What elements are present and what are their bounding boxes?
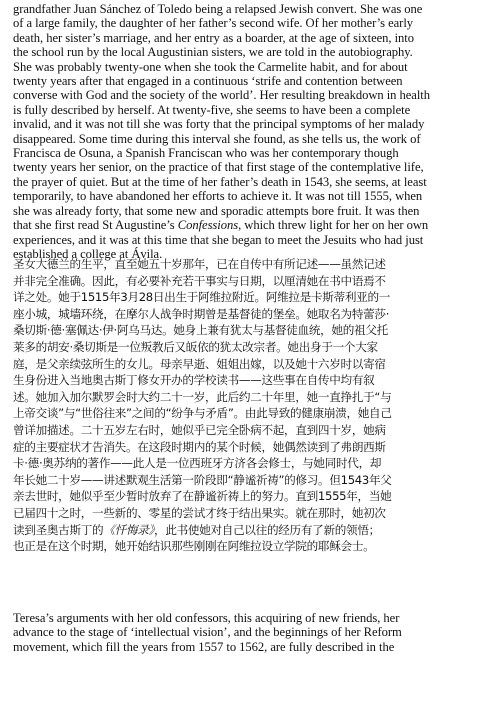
text-line (13, 522, 488, 539)
text-line: Francisca de Osuna, a Spanish Franciscan who was her contemporary though (13, 146, 399, 161)
text-line: 上帝交谈”与“世俗往来”之间的“纷争与矛盾”。由此导致的健康崩溃，她自己 (13, 406, 392, 421)
text-line: converse with God and the society of the world’. Her resulting breakdown in health (13, 88, 430, 103)
text-line: Teresa’s arguments with her old confessors, this acquiring of new friends, her (13, 611, 400, 625)
text-line: twenty years after that engaged in a continuous ‘strife and contention between (13, 74, 403, 89)
text-segment: ，此书使她对自己以往的经历有了新的领悟； (154, 522, 380, 537)
english-paragraph-2 (13, 611, 488, 654)
text-line: 年长她二十岁——讲述默观生活第一阶段即“静谧祈祷”的修习。但1543年父 (13, 472, 392, 487)
text-line: 圣女大德兰的生平，直至她五十岁那年，已在自传中有所记述——虽然记述 (13, 257, 386, 271)
text-segment: , which threw light for her on her own (238, 218, 429, 233)
chinese-paragraph (13, 256, 488, 605)
text-line: she was already forty, that some new and sporadic attempts bore fruit. It was then (13, 203, 420, 218)
text-line: disappeared. Some time during this interval she found, as she tells us, the work of (13, 131, 421, 146)
text-line: 述。她加入加尔默罗会时大约二十一岁，此后约二十年里，她一直挣扎于“与 (13, 389, 392, 404)
english-paragraph-1 (13, 2, 488, 261)
text-line: 也正是在这个时期，她开始结识那些刚刚在阿维拉设立学院的耶稣会士。 (13, 539, 375, 554)
text-line: advance to the stage of ‘intellectual vision’, and the beginnings of her Reform (13, 625, 402, 640)
text-segment: that she first read St Augustine’s (13, 218, 178, 233)
text-line: 并非完全准确。因此，有必要补充若干事实与日期，以厘清她在书中语焉不 (13, 273, 386, 288)
book-title-confessions: Confessions (177, 218, 239, 233)
text-line: 已届四十之时，一些新的、零星的尝试才终于结出果实。就在那时，她初次 (13, 505, 386, 520)
text-line: 生身份进入当地奥古斯丁修女开办的学校读书——这些事在自传中均有叙 (13, 373, 375, 388)
book-title-confessions: 《忏悔录》 (103, 522, 155, 537)
text-line: She was probably twenty-one when she took the Carmelite habit, and for about (13, 59, 408, 74)
text-line: the prayer of quiet. But at the time of her father’s death in 1543, she seems, at least (13, 174, 427, 189)
text-line: 庭，是父亲续弦所生的女儿。母亲早逝、姐姐出嫁，以及她十六岁时以寄宿 (13, 356, 386, 371)
text-line: 详之处。她于1515年3月28日出生于阿维拉附近。阿维拉是卡斯蒂利亚的一 (13, 290, 391, 305)
text-line (13, 218, 488, 232)
text-line: 亲去世时，她似乎至少暂时放弃了在静谧祈祷上的努力。直到1555年，当她 (13, 489, 392, 504)
text-line: grandfather Juan Sánchez of Toledo being a relapsed Jewish convert. She was one (13, 2, 423, 16)
text-line: 座小城，城墙环绕，在摩尔人战争时期曾是基督徒的堡垒。她取名为特蕾莎· (13, 306, 390, 321)
text-line: 桑切斯·德·塞佩达·伊·阿乌马达。她身上兼有犹太与基督徒血统，她的祖父托 (13, 323, 388, 338)
text-line: the school run by the local Augustinian sisters, we are told in the autobiography. (13, 45, 413, 60)
text-line: is fully described by herself. At twenty-five, she seems to have been a complete (13, 102, 411, 117)
text-line: movement, which fill the years from 1557 to 1562, are fully described in the (13, 639, 395, 654)
text-line: established a college at Ávila. (13, 246, 163, 261)
text-line: twenty years her senior, on the practice of that first stage of the contemplative life, (13, 160, 424, 175)
text-line: invalid, and it was not till she was forty that the principal symptoms of her malady (13, 117, 425, 132)
text-line: 卡·德·奥苏纳的著作——此人是一位西班牙方济各会修士，与她同时代，却 (13, 456, 382, 471)
text-line: 莱多的胡安·桑切斯是一位叛教后又皈依的犹太改宗者。她出身于一个大家 (13, 339, 378, 354)
text-line: death, her sister’s marriage, and her entry as a boarder, at the age of sixteen, into (13, 30, 415, 45)
text-line: of a large family, the daughter of her father’s second wife. Of her mother’s early (13, 16, 414, 31)
text-line: 症的主要症状才告消失。在这段时期内的某个时候，她偶然读到了弗朗西斯 (13, 439, 386, 454)
text-line: 曾详加描述。二十五岁左右时，她似乎已完全卧病不起，直到四十岁，她病 (13, 422, 386, 437)
text-segment: 读到圣奥古斯丁的 (13, 522, 104, 537)
text-line: temporarily, to have abandoned her efforts to achieve it. It was not till 1555, when (13, 189, 423, 204)
text-line: experiences, and it was at this time that she began to meet the Jesuits who had just (13, 232, 424, 247)
